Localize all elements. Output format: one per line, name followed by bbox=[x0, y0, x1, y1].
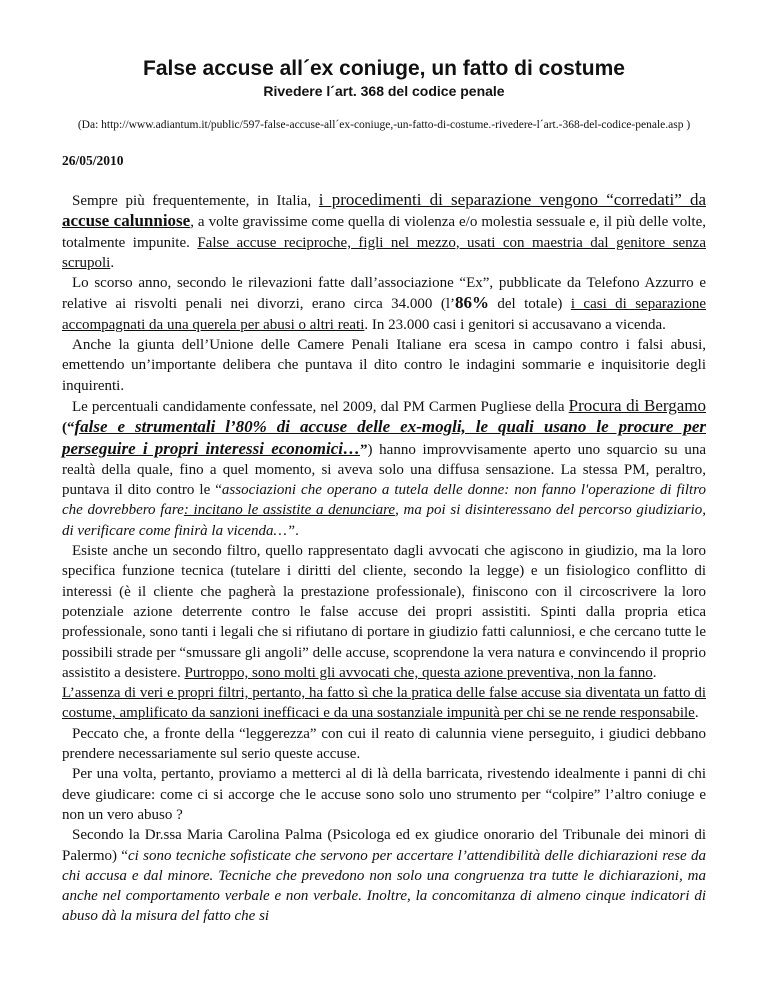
source-citation: (Da: http://www.adiantum.it/public/597-false-accuse-all´ex-coniuge,-un-fatto-di-costume.-rivedere-l´art.-368-del-codice-penale.asp ) bbox=[77, 119, 691, 131]
paragraph-3: Anche la giunta dell’Unione delle Camere Penali Italiane era scesa in campo contro i falsi abusi, emettendo un’importante delibera che puntava il dito contro le indagini sommarie e inquisitorie degli inquirenti. bbox=[62, 337, 706, 394]
paragraph-4: Le percentuali candidamente confessate, nel 2009, dal PM Carmen Pugliese della Procura di Bergamo (“false e strumentali l’80% di accuse delle ex-mogli, le quali usano le procure per perseguire i propri interessi economici…”) hanno improvvisamente aperto uno squarcio su una realtà della quale, fino a quel momento, si aveva solo una diffusa sensazione. La stessa PM, peraltro, puntava il dito contro le “associazioni che operano a tutela delle donne: non fanno l'operazione di filtro che dovrebbero fare: incitano le assistite a denunciare, ma poi si disinteressano del percorso giudiziario, di verificare come finirà la vicenda…”. bbox=[62, 395, 706, 539]
paragraph-1: Sempre più frequentemente, in Italia, i procedimenti di separazione vengono “corredati” da accuse calunniose, a volte gravissime come quella di violenza e/o molestia sessuale e, il più delle volte, totalmente impunite. False accuse reciproche, figli nel mezzo, usati con maestria dal genitore senza scrupoli. bbox=[62, 190, 706, 271]
article-body bbox=[62, 190, 706, 927]
paragraph-5: Esiste anche un secondo filtro, quello rappresentato dagli avvocati che agiscono in giudizio, ma la loro specifica funzione tecnica (tutelare i diritti del cliente, secondo la legge) e un fisiologico conflitto di interessi (è il cliente che pagherà la prestazione professionale), finiscono con il circoscrivere la loro potenziale azione deterrente contro le false accuse dei propri assistiti. Spinti dalla propria etica professionale, sono tanti i legali che si rifiutano di portare in giudizio fatti calunniosi, e che cercano tutte le possibili strade per “smussare gli angoli” delle accuse, scoprendone la vera natura e convincendo il proprio assistito a desistere. Purtroppo, sono molti gli avvocati che, questa azione preventiva, non la fanno. bbox=[62, 543, 706, 681]
paragraph-8: Per una volta, pertanto, proviamo a metterci al di là della barricata, rivestendo idealmente i panni di chi deve giudicare: come ci si accorge che le accuse sono solo uno strumento per “colpire” l’altro coniuge e non un vero abuso ? bbox=[62, 766, 706, 823]
paragraph-6: L’assenza di veri e propri filtri, pertanto, ha fatto sì che la pratica delle false accuse sia diventata un fatto di costume, amplificato da sanzioni inefficaci e da una sostanziale impunità per chi se ne rende responsabile. bbox=[62, 685, 706, 722]
document-page bbox=[62, 56, 706, 927]
article-date: 26/05/2010 bbox=[62, 153, 124, 168]
document-title: False accuse all´ex coniuge, un fatto di costume bbox=[143, 57, 625, 80]
paragraph-2: Lo scorso anno, secondo le rilevazioni fatte dall’associazione “Ex”, pubblicate da Telefono Azzurro e relative ai risvolti penali nei divorzi, erano circa 34.000 (l’86% del totale) i casi di separazione accompagnati da una querela per abusi o altri reati. In 23.000 casi i genitori si accusavano a vicenda. bbox=[62, 275, 706, 333]
paragraph-7: Peccato che, a fronte della “leggerezza” con cui il reato di calunnia viene perseguito, i giudici debbano prendere necessariamente sul serio queste accuse. bbox=[62, 725, 706, 763]
document-subtitle: Rivedere l´art. 368 del codice penale bbox=[263, 83, 505, 99]
paragraph-9: Secondo la Dr.ssa Maria Carolina Palma (Psicologa ed ex giudice onorario del Tribunale dei minori di Palermo) “ci sono tecniche sofisticate che servono per accertare l’attendibilità delle dichiarazioni rese da chi accusa e dal minore. Tecniche che prevedono non solo una congruenza tra tutte le dichiarazioni, ma anche nel comportamento verbale e non verbale. Inoltre, la concomitanza di almeno cinque indicatori di abuso dà la misura del fatto che si bbox=[62, 827, 707, 925]
